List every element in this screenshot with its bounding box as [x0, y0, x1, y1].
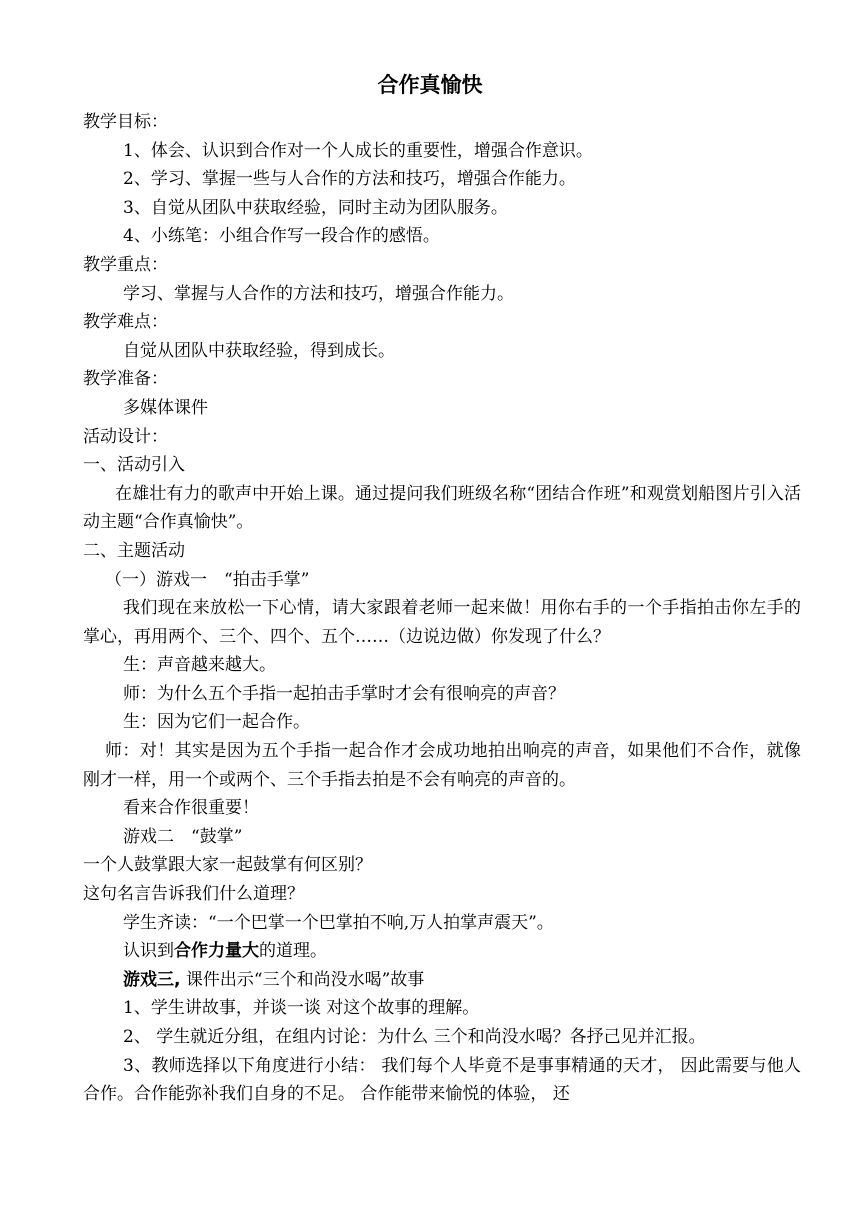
preparation-text: 多媒体课件 — [123, 397, 208, 418]
heading-objectives: 教学目标： — [83, 112, 168, 132]
step-1: 1、学生讲故事，并谈一谈 对这个故事的理解。 — [123, 998, 480, 1019]
game-1-text: 我们现在来放松一下心情，请大家跟着老师一起来做！用你右手的一个手指拍击你左手的掌心，再用两个、三个、四个、五个……（边说边做）你发现了什么？ — [83, 598, 801, 647]
conclusion-line: 看来合作很重要！ — [123, 798, 259, 819]
difficulty-text: 自觉从团队中获取经验，得到成长。 — [123, 340, 395, 361]
section-introduction: 一、活动引入 — [83, 455, 185, 476]
step-3: 3、教师选择以下角度进行小结： 我们每个人毕竟不是事事精通的天才， 因此需要与他人合作。合作能弥补我们自身的不足。 合作能带来愉悦的体验， 还 — [83, 1055, 801, 1105]
recitation-line: 学生齐读：“一个巴掌一个巴掌拍不响,万人拍掌声震天”。 — [123, 912, 554, 933]
document-body — [83, 108, 801, 1109]
dialogue-line-4: 师：对！其实是因为五个手指一起合作才会成功地拍出响亮的声音，如果他们不合作，就像刚才一样，用一个或两个、三个手指去拍是不会有响亮的声音的。 — [83, 741, 801, 790]
understanding-emphasis: 合作力量大 — [174, 941, 259, 962]
section-main-activity: 二、主题活动 — [83, 540, 185, 561]
understanding-suffix: 的道理。 — [259, 941, 327, 962]
objective-1: 1、体会、认识到合作对一个人成长的重要性，增强合作意识。 — [123, 140, 593, 161]
heading-activity-design: 活动设计： — [83, 426, 168, 447]
understanding-line — [83, 937, 801, 966]
heading-difficulties: 教学难点： — [83, 312, 168, 333]
game-1-heading: （一）游戏一 “拍击手掌” — [105, 569, 310, 590]
dialogue-line-2: 师：为什么五个手指一起拍击手掌时才会有很响亮的声音？ — [123, 683, 565, 704]
key-point-text: 学习、掌握与人合作的方法和技巧，增强合作能力。 — [123, 283, 514, 304]
dialogue-line-1: 生：声音越来越大。 — [123, 655, 276, 676]
objective-4: 4、小练笔：小组合作写一段合作的感悟。 — [123, 226, 440, 247]
objective-2: 2、学习、掌握一些与人合作的方法和技巧，增强合作能力。 — [123, 169, 576, 190]
understanding-prefix: 认识到 — [123, 941, 174, 962]
game-3-heading — [83, 966, 801, 995]
dialogue-line-3: 生：因为它们一起合作。 — [123, 712, 310, 733]
question-line-1: 一个人鼓掌跟大家一起鼓掌有何区别？ — [83, 855, 372, 876]
step-2: 2、 学生就近分组，在组内讨论：为什么 三个和尚没水喝？各抒己见并汇报。 — [123, 1027, 706, 1047]
heading-preparation: 教学准备： — [83, 369, 168, 390]
objective-3: 3、自觉从团队中获取经验，同时主动为团队服务。 — [123, 197, 508, 218]
game-2-heading: 游戏二 “鼓掌” — [123, 826, 243, 847]
question-line-2: 这句名言告诉我们什么道理？ — [83, 884, 304, 905]
introduction-text: 在雄壮有力的歌声中开始上课。通过提问我们班级名称“团结合作班”和观赏划船图片引入活动主题“合作真愉快”。 — [83, 483, 801, 533]
game-3-desc: 课件出示“三个和尚没水喝”故事 — [180, 969, 425, 990]
game-3-label: 游戏三, — [123, 969, 181, 990]
document-title: 合作真愉快 — [377, 73, 483, 97]
heading-key-points: 教学重点： — [83, 254, 168, 275]
